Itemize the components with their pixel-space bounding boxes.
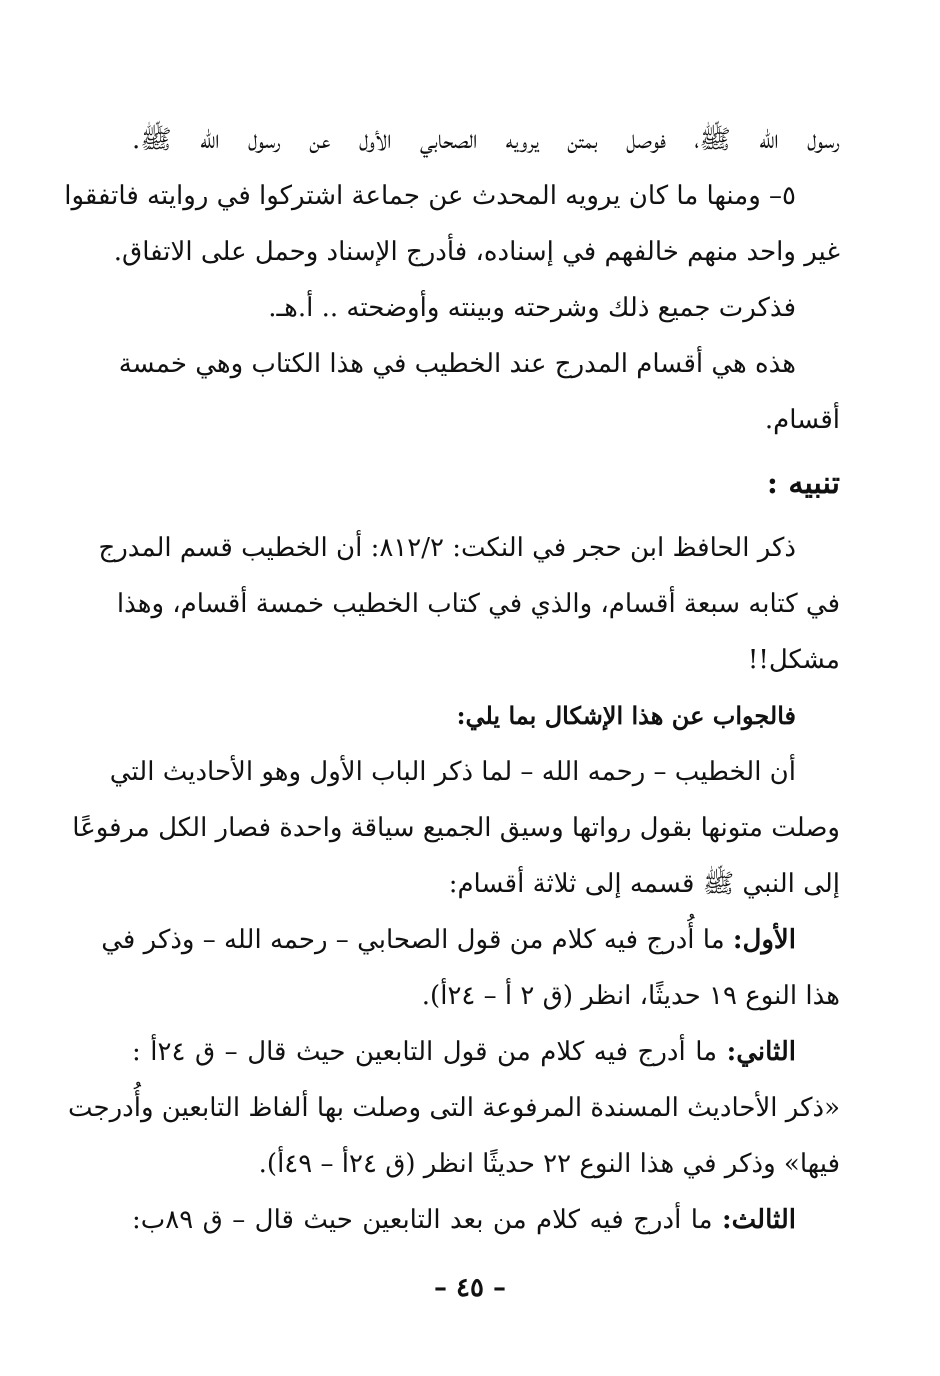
item-text: ما أُدرج فيه كلام من قول الصحابي – رحمه الله – وذكر في: [101, 925, 733, 955]
text-line: وصلت متونها بقول رواتها وسيق الجميع سياقة واحدة فصار الكل مرفوعًا: [72, 813, 840, 843]
text-line: مشكل!!: [747, 645, 840, 675]
item-label: الثاني:: [726, 1037, 797, 1067]
page-number: – ٤٥ –: [433, 1273, 507, 1303]
text-line: ذكر الحافظ ابن حجر في النكت: ٨١٢/٢: أن الخطيب قسم المدرج: [98, 533, 796, 563]
text-line: فذكرت جميع ذلك وشرحته وبينته وأوضحته .. أ.هـ.: [268, 293, 796, 323]
text-line: [101, 912, 840, 968]
text-line: في كتابه سبعة أقسام، والذي في كتاب الخطيب خمسة أقسام، وهذا: [116, 589, 840, 619]
text-line: غير واحد منهم خالفهم في إسناده، فأدرج الإسناد وحمل على الاتفاق.: [113, 237, 840, 267]
text-line: أقسام.: [764, 405, 840, 435]
text-line: [132, 1192, 840, 1248]
text-line: أن الخطيب – رحمه الله – لما ذكر الباب الأول وهو الأحاديث التي: [109, 757, 796, 787]
item-text: ما أدرج فيه كلام من قول التابعين حيث قال – ق ٢٤أ :: [132, 1037, 727, 1067]
sub-heading: فالجواب عن هذا الإشكال بما يلي:: [456, 701, 796, 730]
item-label: الثالث:: [722, 1205, 796, 1235]
text-line: هذا النوع ١٩ حديثًا، انظر (ق ٢ أ – ٢٤أ).: [421, 981, 840, 1011]
text-line: [132, 1024, 840, 1080]
text-line: رسول الله ﷺ، فوصل بمتن يرويه الصحابي الأول عن رسول الله ﷺ.: [132, 125, 840, 155]
text-line: هذه هي أقسام المدرج عند الخطيب في هذا الكتاب وهي خمسة: [118, 349, 796, 379]
page-body: [64, 112, 840, 1248]
section-heading: تنبيه :: [766, 466, 840, 501]
text-line: ٥– ومنها ما كان يرويه المحدث عن جماعة اشتركوا في روايته فاتفقوا: [64, 181, 796, 211]
text-line: فيها» وذكر في هذا النوع ٢٢ حديثًا انظر (ق ٢٤أ – ٤٩أ).: [258, 1149, 840, 1179]
item-label: الأول:: [732, 925, 796, 955]
text-line: «ذكر الأحاديث المسندة المرفوعة التى وصلت بها ألفاظ التابعين وأُدرجت: [68, 1093, 840, 1123]
text-line: إلى النبي ﷺ قسمه إلى ثلاثة أقسام:: [448, 869, 840, 899]
item-text: ما أدرج فيه كلام من بعد التابعين حيث قال – ق ٨٩ب:: [132, 1205, 723, 1235]
